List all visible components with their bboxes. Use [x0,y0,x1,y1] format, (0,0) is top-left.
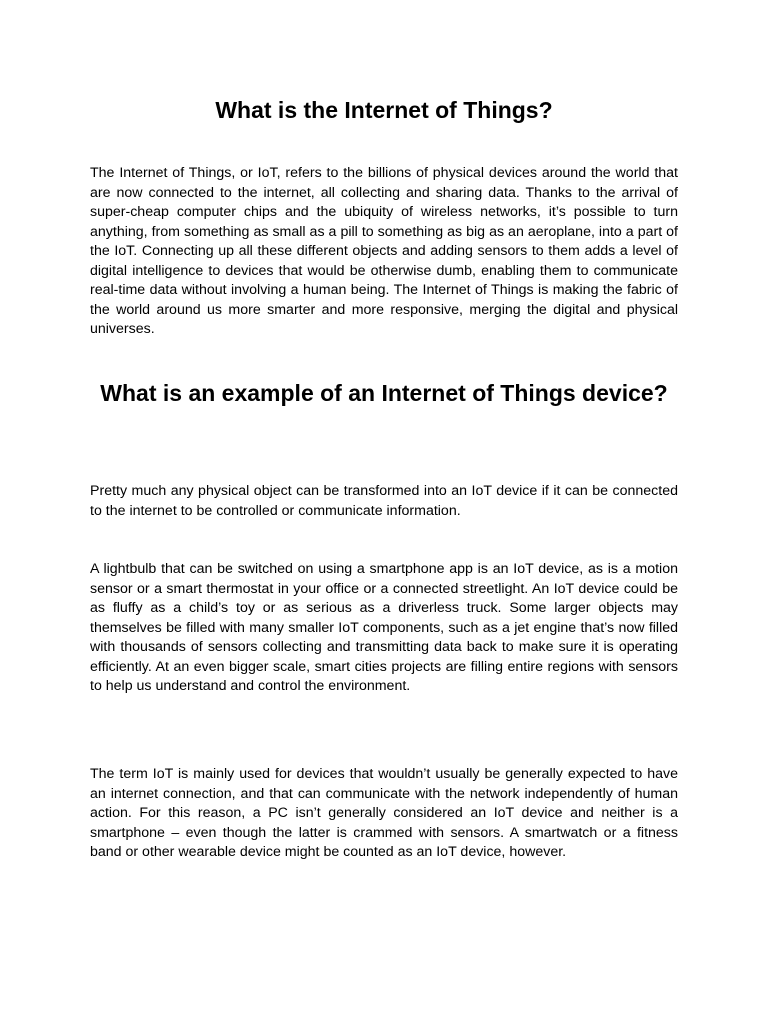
heading-iot-device-example: What is an example of an Internet of Things device? [100,380,668,406]
paragraph-iot-definition: The Internet of Things, or IoT, refers to the billions of physical devices around the world that are now connected to the internet, all collecting and sharing data. Thanks to the arrival of super-cheap computer chips and the ubiquity of wireless networks, it’s possible to turn anything, from something as small as a pill to something as big as an aeroplane, into a part of the IoT. Connecting up all these different objects and adding sensors to them adds a level of digital intelligence to devices that would be otherwise dumb, enabling them to communicate real-time data without involving a human being. The Internet of Things is making the fabric of the world around us more smarter and more responsive, merging the digital and physical universes. [90,165,678,337]
heading-what-is-iot: What is the Internet of Things? [215,97,553,123]
paragraph-lightbulb-example: A lightbulb that can be switched on using a smartphone app is an IoT device, as is a motion sensor or a smart thermostat in your office or a connected streetlight. An IoT device could be as fluffy as a child’s toy or as serious as a driverless truck. Some larger objects may themselves be filled with many smaller IoT components, such as a jet engine that’s now filled with thousands of sensors collecting and transmitting data back to make sure it is operating efficiently. At an even bigger scale, smart cities projects are filling entire regions with sensors to help us understand and control the environment. [90,561,678,694]
paragraph-term-iot: The term IoT is mainly used for devices that wouldn’t usually be generally expected to have an internet connection, and that can communicate with the network independently of human action. For this reason, a PC isn’t generally considered an IoT device and neither is a smartphone – even though the latter is crammed with sensors. A smartwatch or a fitness band or other wearable device might be counted as an IoT device, however. [90,766,678,860]
paragraph-any-physical-object: Pretty much any physical object can be transformed into an IoT device if it can be connected to the internet to be controlled or communicate information. [90,483,678,519]
